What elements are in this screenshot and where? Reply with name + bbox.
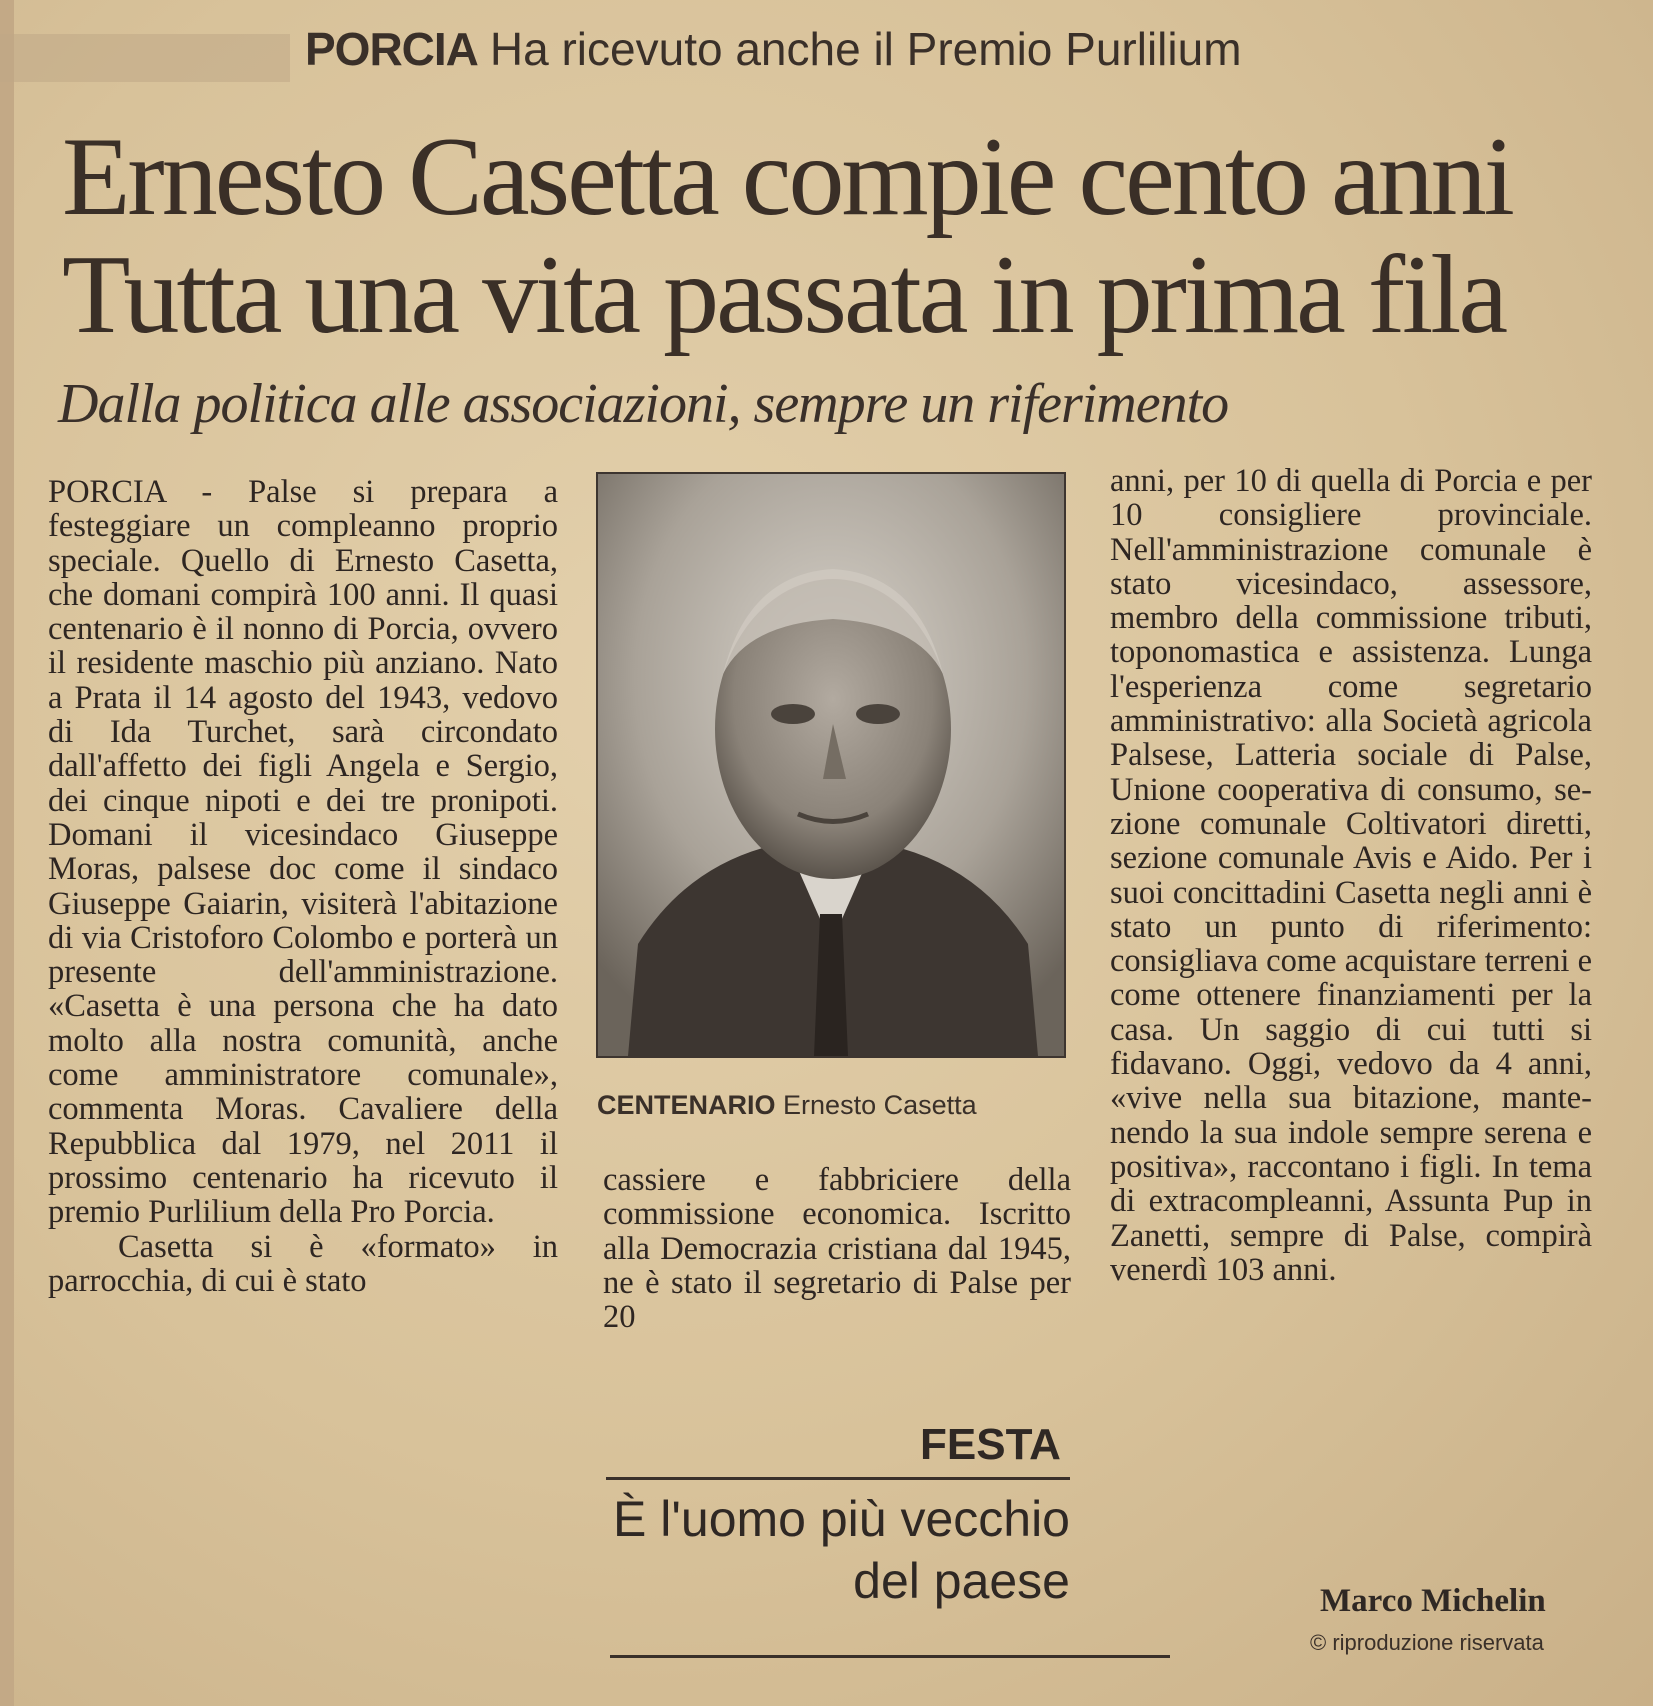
sidebar-title-line-1: È l'uomo più vecchio	[612, 1491, 1070, 1547]
paragraph: cassiere e fabbriciere della commissione economica. Iscritto alla Democrazia cristiana dal 1945, ne è stato il segretario di Palse per 20	[603, 1162, 1071, 1336]
paragraph: anni, per 10 di quella di Porcia e per 10 consigliere provinciale. Nell'amministrazione comunale è stato vicesindaco, assessore, membro della commissione tributi, toponomastica e assistenza. Lunga l'esperienza come segretario amministrativo: alla Società agricola Palsese, Latteria sociale di Palse, Unione cooperativa di consumo, sezione comunale Coltivatori diretti, sezione comunale Avis e Aido. Per i suoi concittadini Casetta negli anni è stato un punto di riferimento: consigliava come acquistare terreni e come ottenere finanziamenti per la casa. Un saggio di cui tutti si fidavano. Oggi, vedovo da 4 anni, «vive nella sua bitazione, mantenendo la sua indole sempre serena e positiva», raccontano i figli. In tema di extracompleanni, Assunta Pup in Zanetti, sempre di Palse, compirà venerdì 103 anni.	[1110, 463, 1592, 1288]
article-column-1	[48, 475, 558, 1298]
article-column-3	[1110, 464, 1592, 1287]
divider	[606, 1477, 1070, 1480]
portrait-photo	[596, 472, 1066, 1058]
headline-line-1: Ernesto Casetta compie cento anni	[62, 115, 1512, 239]
kicker-text: Ha ricevuto anche il Premio Purlilium	[489, 23, 1242, 75]
copyright-notice: © riproduzione riservata	[1310, 1630, 1544, 1655]
paragraph: PORCIA - Palse si prepara a festeggiare un compleanno proprio speciale. Quello di Ernesto Casetta, che domani compirà 100 anni. Il quasi centenario è il nonno di Porcia, ovvero il residente maschio più anziano. Nato a Prata il 14 agosto del 1943, vedovo di Ida Turchet, sarà circondato dall'affetto dei figli Angela e Sergio, dei cinque nipoti e dei tre pronipoti. Domani il vicesindaco Giuseppe Moras, palsese doc come il sindaco Giuseppe Gaiarin, visiterà l'abitazione di via Cristoforo Colombo e porterà un presente dell'amministrazione. «Casetta è una persona che ha dato molto alla nostra comunità, anche come amministratore comunale», commenta Moras. Cavaliere della Repubblica dal 1979, nel 2011 il prossimo centenario ha ricevuto il premio Purlilium della Pro Porcia.	[48, 474, 558, 1231]
divider	[610, 1655, 1170, 1658]
sidebar-label: FESTA	[920, 1420, 1061, 1469]
kicker-place: PORCIA	[305, 23, 478, 75]
sidebar-title	[606, 1488, 1070, 1612]
headline-line-2: Tutta una vita passata in prima fila	[62, 233, 1506, 357]
photo-caption	[597, 1090, 977, 1121]
caption-label: CENTENARIO	[597, 1090, 776, 1120]
article-column-2	[603, 1163, 1071, 1334]
page-edge	[0, 0, 14, 1706]
sidebar-title-line-2: del paese	[853, 1553, 1070, 1609]
portrait-image	[598, 474, 1064, 1056]
kicker-bar	[0, 34, 290, 82]
byline: Marco Michelin	[1320, 1583, 1546, 1619]
caption-text: Ernesto Casetta	[783, 1090, 977, 1120]
subheadline: Dalla politica alle associazioni, sempre un riferimento	[58, 373, 1229, 435]
paragraph: Casetta si è «formato» in parrocchia, di cui è stato	[48, 1228, 558, 1299]
kicker	[305, 22, 1242, 84]
